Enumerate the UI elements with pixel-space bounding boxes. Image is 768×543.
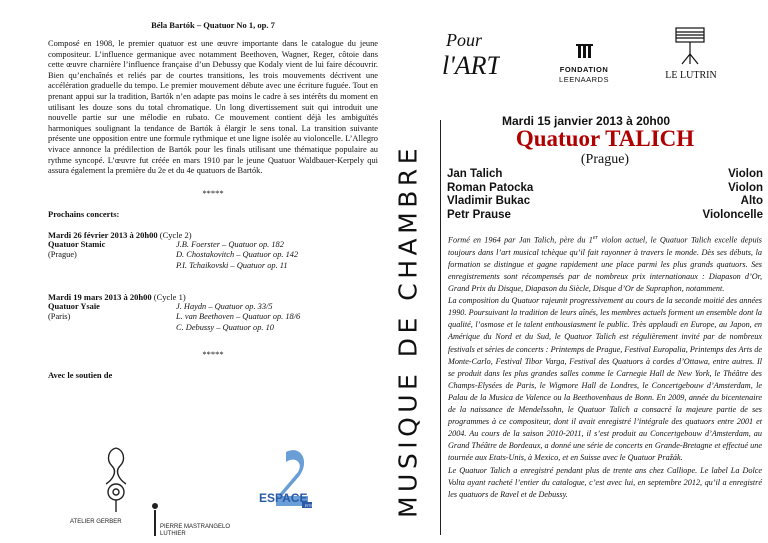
support-label: Avec le soutien de bbox=[48, 370, 113, 381]
luthier-icon bbox=[152, 503, 158, 536]
next-concerts-heading: Prochains concerts: bbox=[48, 208, 120, 219]
sponsor-logos bbox=[50, 440, 350, 540]
musician-row: Petr Prause Violoncelle bbox=[447, 208, 763, 221]
concert-item bbox=[48, 292, 378, 333]
fondation-emblem-icon bbox=[576, 44, 593, 58]
bio-paragraph: La composition du Quatuor rajeunit progressivement au cours de la seconde moitié des années 1990. Poursuivant la tradition de leurs aînés, les membres actuels forment un ensemble dont la qualité, l’osmose et le talent enthousiasment le public. Très applaudi en Europe, au Japon, en Amérique du Nord et du Sud, le Quatuor Talich est régulièrement invité par de nombreux festivals et séries de concerts : Printemps de Prague, Festival Europalia, Printemps des Arts de Monte-Carlo, Festival Tibor Varga, Festival des Quatuors à cordes d’Ottawa, entre autres. Il se produit dans les plus grandes salles comme le Carnegie Hall de New York, le Théâtre des Champs-Elysées de Paris, le Wigmore Hall de Londres, le Concertgebouw d’Amsterdam, le Palau de la Musica de Valence ou la Beethovenhaus de Bonn. En 2009, année du bicentenaire de la naissance de Mendelssohn, le Quatuor Talich a consacré la majeure partie de ses programmes à ce compositeur, dont il avait enregistré l’intégrale des quatuors entre 2001 et 2004. Au cours de la saison 2010-2011, il s’est produit au Concertgebouw d’Amsterdam, au Grand Théâtre de Bordeaux, a donné une série de concerts en Grande-Bretagne et effectué une tournée aux Etats-Unis, à Mexico, et en Suisse avec le Quatuor Pražák. bbox=[448, 296, 762, 463]
music-stand-icon bbox=[676, 28, 704, 64]
concert-work: J. Haydn – Quatuor op. 33/5 bbox=[176, 301, 273, 311]
musician-row: Roman Patocka Violon bbox=[447, 181, 763, 194]
concert-ensemble: Quatuor Ysaïe bbox=[48, 301, 100, 311]
concert-item bbox=[48, 230, 378, 271]
sponsor-mastrangelo-title: LUTHIER bbox=[160, 531, 186, 537]
le-lutrin-logo bbox=[660, 24, 722, 88]
lutrin-text: LE LUTRIN bbox=[665, 70, 717, 81]
sponsor-logos-art bbox=[50, 440, 350, 540]
concert-date: Mardi 26 février 2013 à 20h00 (Cycle 2) bbox=[48, 229, 192, 240]
violin-scroll-icon bbox=[106, 448, 126, 512]
concert-work: C. Debussy – Quatuor op. 10 bbox=[176, 322, 274, 332]
sponsor-mastrangelo-name: PIERRE MASTRANGELO bbox=[160, 524, 231, 530]
concert-origin: (Prague) bbox=[48, 250, 77, 260]
concert-work: J.B. Foerster – Quatuor op. 182 bbox=[176, 239, 284, 249]
pour-lart-logo bbox=[440, 28, 500, 80]
leenaards-text: LEENAARDS bbox=[559, 75, 609, 84]
vertical-series-title bbox=[384, 127, 432, 535]
concert-work: L. van Beethoven – Quatuor op. 18/6 bbox=[176, 312, 301, 322]
musician-list bbox=[447, 168, 763, 222]
program-notes bbox=[48, 20, 378, 380]
fondation-leenaards-logo bbox=[544, 44, 624, 90]
separator-stars: ***** bbox=[202, 187, 224, 198]
pour-text: Pour bbox=[446, 30, 482, 50]
separator-stars: ***** bbox=[202, 349, 224, 360]
main-subtitle: (Prague) bbox=[580, 152, 630, 167]
divider-line bbox=[440, 120, 441, 535]
bio-paragraph: Formé en 1964 par Jan Talich, père du 1er violon actuel, le Quatuor Talich excelle depuis toujours dans l’art musical tchèque qu’il fait rayonner à travers le monde. Dès ses débuts, la formation se distingue et gagne rapidement une place parmi les plus grands quatuors. Ses enregistrements sont récompensés par de nombreux prix internationaux : Diapason d’Or, Grand Prix du Disque, Diapason du Siècle, Disque d’Or de Supraphon, notamment. bbox=[448, 235, 762, 294]
concert-ensemble: Quatuor Stamic bbox=[48, 239, 106, 249]
musician-row: Jan Talich Violon bbox=[447, 168, 763, 180]
concert-date: Mardi 19 mars 2013 à 20h00 (Cycle 1) bbox=[48, 291, 186, 302]
series-title: MUSIQUE DE CHAMBRE bbox=[393, 143, 423, 519]
art-text: l'ART bbox=[442, 51, 500, 80]
concert-work: P.I. Tchaikovski – Quatuor op. 11 bbox=[176, 260, 288, 270]
fondation-text: FONDATION bbox=[559, 65, 609, 74]
musician-row: Vladimir Bukac Alto bbox=[447, 195, 763, 208]
bio-paragraph: Le Quatuor Talich a enregistré pendant plus de trente ans chez Calliope. Le label La Dolce Volta ayant racheté l’entier du catalogue, c’est avec lui, en septembre 2012, qu’il a enregistré les quatuors de Ravel et de Debussy. bbox=[448, 465, 762, 499]
sponsor-gerber: ATELIER GERBER bbox=[70, 519, 122, 525]
espace-rts: RTS bbox=[305, 503, 313, 508]
work-title: Béla Bartók – Quatuor No 1, op. 7 bbox=[151, 20, 275, 30]
concert-origin: (Paris) bbox=[48, 312, 71, 322]
concert-work: D. Chostakovitch – Quatuor op. 142 bbox=[176, 250, 299, 260]
concert-date-main: Mardi 15 janvier 2013 à 20h00 bbox=[502, 114, 671, 128]
espace-label: ESPACE bbox=[259, 491, 308, 505]
main-title: Quatuor TALICH bbox=[515, 126, 695, 151]
espace-number: 2 bbox=[296, 470, 297, 471]
ensemble-biography bbox=[448, 232, 762, 501]
work-description bbox=[48, 39, 378, 177]
work-description-text: Composé en 1908, le premier quatuor est une œuvre importante dans le catalogue du jeune compositeur. L’influence germanique avec notamment Beethoven, Wagner, Reger, côtoie dans cette œuvre charnière l’influence française d’un Debussy que Kodaly vient de lui faire découvrir. Bien qu’enchaînés et reliés par de courtes transitions, les trois mouvements décrivent une accélération graduelle du tempo. Le premier mouvement débute avec une écriture fuguée. Tout en prenant appui sur la tradition, Bartók n’en adapte pas moins le cadre à ses intérêts du moment en utilisant les douze sons du total chromatique. Un long divertissement suit qui introduit une nouvelle partie sur une mélodie en rubato. Ce mouvement contient déjà les ambiguïtés harmoniques soulignant la tendance de Bartók à élargir le sens tonal. La transition suivante présente une opposition entre une formule rythmique et une ligne isolée au violoncelle. L’Allegro vivace annonce la prédilection de Bartók pour les finals utilisant une thématique populaire au rythme syncopé. L’œuvre fut créée en mars 1910 par le jeune Quatuor Waldbauer-Kerpely qui assura également la première du 2e et du 4e quatuors de Bartók. bbox=[48, 39, 378, 176]
